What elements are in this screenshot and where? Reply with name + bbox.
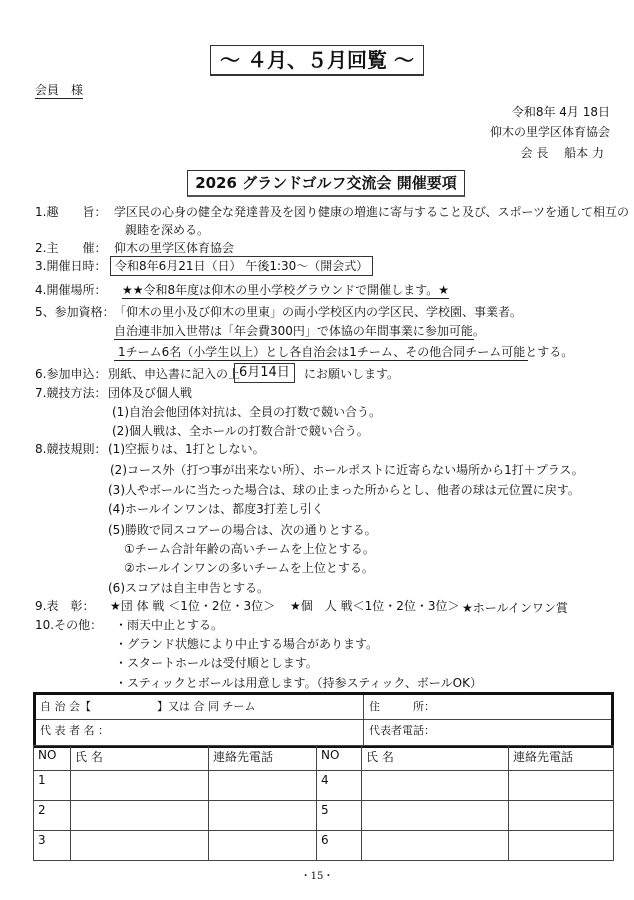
header-no: NO bbox=[34, 746, 71, 771]
item-text: 自治連非加入世帯は「年会費300円」で体協の年間事業に参加可能。 bbox=[114, 324, 485, 338]
item-text: ・スタートホールは受付順とします。 bbox=[115, 656, 318, 670]
phone-cell[interactable] bbox=[509, 831, 614, 861]
header-no: NO bbox=[317, 746, 362, 771]
item-text: 学区民の心身の健全な発達普及を図り健康の増進に寄与すること及び、スポーツを通して相互の bbox=[114, 205, 630, 219]
addressee: 会員 様 bbox=[35, 83, 84, 97]
item-text: ・スティックとボールは用意します。（持参スティック、ボールOK） bbox=[115, 676, 482, 690]
header-name: 氏 名 bbox=[71, 746, 209, 771]
phone-cell[interactable] bbox=[209, 831, 317, 861]
circular-title: ～ ４月、５月回覧 ～ bbox=[210, 45, 424, 76]
item-text: 仰木の里学区体育協会 bbox=[114, 241, 235, 255]
phone-cell[interactable] bbox=[509, 801, 614, 831]
item-text: (6)スコアは自主申告とする。 bbox=[108, 581, 269, 595]
name-cell[interactable] bbox=[362, 801, 509, 831]
name-cell[interactable] bbox=[71, 831, 209, 861]
header-name: 氏 名 bbox=[362, 746, 509, 771]
award-team: ★団 体 戦 ＜1位・2位・3位＞ bbox=[110, 599, 276, 613]
name-cell[interactable] bbox=[362, 831, 509, 861]
table-row bbox=[34, 831, 614, 861]
item-text: 別紙、申込書に記入の上 bbox=[108, 367, 241, 381]
item-text: 1チーム6名（小学生以上）とし各自治会は1チーム、その他合同チーム可能とする。 bbox=[114, 344, 528, 361]
item-text: ①チーム合計年齢の高いチームを上位とする。 bbox=[124, 542, 375, 556]
name-cell[interactable] bbox=[71, 771, 209, 801]
organization: 仰木の里学区体育協会 bbox=[489, 125, 610, 139]
table-header-row bbox=[34, 746, 614, 771]
item-label: 2.主 催： bbox=[35, 241, 107, 255]
event-venue: ★★令和8年度は仰木の里小学校グラウンドで開催します。★ bbox=[122, 283, 449, 297]
phone-cell[interactable] bbox=[209, 771, 317, 801]
item-text: ・グランド状態により中止する場合があります。 bbox=[115, 637, 379, 651]
award-hole-in-one: ★ホールインワン賞 bbox=[462, 601, 568, 615]
name-cell[interactable] bbox=[71, 801, 209, 831]
item-label: 6.参加申込： bbox=[35, 367, 107, 381]
item-label: 5、参加資格： bbox=[35, 305, 115, 319]
header-phone: 連絡先電話 bbox=[209, 746, 317, 771]
member-table bbox=[33, 745, 614, 861]
header-phone: 連絡先電話 bbox=[509, 746, 614, 771]
item-text: (4)ホールインワンは、都度3打差し引く bbox=[108, 502, 324, 516]
item-text: (2)個人戦は、全ホールの打数合計で競い合う。 bbox=[112, 424, 369, 438]
event-title: 2026 グランドゴルフ交流会 開催要項 bbox=[187, 170, 465, 197]
representative-phone-field[interactable]: 代表者電話： bbox=[369, 724, 435, 737]
application-form-header bbox=[33, 692, 614, 748]
item-label: 9.表 彰： bbox=[35, 599, 95, 613]
address-field[interactable]: 住 所： bbox=[369, 700, 435, 713]
row-number: 3 bbox=[34, 831, 71, 861]
row-number: 4 bbox=[317, 771, 362, 801]
item-label: 7.競技方法： bbox=[35, 386, 107, 400]
event-datetime: 令和8年6月21日（日） 午後1:30～（開会式） bbox=[110, 256, 373, 276]
item-text: (1)自治会他団体対抗は、全員の打数で競い合う。 bbox=[112, 405, 381, 419]
page-number: ・15・ bbox=[300, 871, 334, 882]
representative-name-field[interactable]: 代 表 者 名 ： bbox=[40, 724, 109, 737]
issue-date: 令和8年 4月 18日 bbox=[511, 105, 610, 119]
application-deadline: 6月14日 bbox=[234, 363, 295, 383]
item-label: 3.開催日時： bbox=[35, 259, 107, 273]
row-number: 1 bbox=[34, 771, 71, 801]
item-text: (1)空振りは、1打としない。 bbox=[108, 442, 265, 456]
row-number: 2 bbox=[34, 801, 71, 831]
item-text: (2)コース外（打つ事が出来ない所）、ホールポストに近寄らない場所から1打＋プラス。 bbox=[110, 463, 584, 477]
item-text: 親睦を深める。 bbox=[125, 223, 210, 237]
phone-cell[interactable] bbox=[509, 771, 614, 801]
award-individual: ★個 人 戦＜1位・2位・3位＞ bbox=[290, 599, 460, 613]
item-label: 8.競技規則： bbox=[35, 442, 107, 456]
table-row bbox=[34, 771, 614, 801]
item-text: にお願いします。 bbox=[304, 367, 400, 381]
row-number: 6 bbox=[317, 831, 362, 861]
name-cell[interactable] bbox=[362, 771, 509, 801]
item-label: 10.その他： bbox=[35, 618, 103, 632]
item-text: ②ホールインワンの多いチームを上位とする。 bbox=[124, 561, 374, 575]
item-text: (5)勝敗で同スコアーの場合は、次の通りとする。 bbox=[108, 523, 377, 537]
signer: 会 長 船本 力 bbox=[520, 146, 604, 160]
item-text: (3)人やボールに当たった場合は、球の止まった所からとし、他者の球は元位置に戻す。 bbox=[108, 483, 580, 497]
row-number: 5 bbox=[317, 801, 362, 831]
item-label: 4.開催場所： bbox=[35, 283, 107, 297]
item-text: 団体及び個人戦 bbox=[108, 386, 193, 400]
item-text: ・雨天中止とする。 bbox=[115, 618, 224, 632]
table-row bbox=[34, 801, 614, 831]
team-field[interactable]: 自 治 会【 】又は 合 同 チーム bbox=[40, 700, 256, 713]
item-label: 1.趣 旨： bbox=[35, 205, 107, 219]
phone-cell[interactable] bbox=[209, 801, 317, 831]
item-text: 「仰木の里小及び仰木の里東」の両小学校区内の学区民、学校園、事業者。 bbox=[114, 305, 523, 319]
